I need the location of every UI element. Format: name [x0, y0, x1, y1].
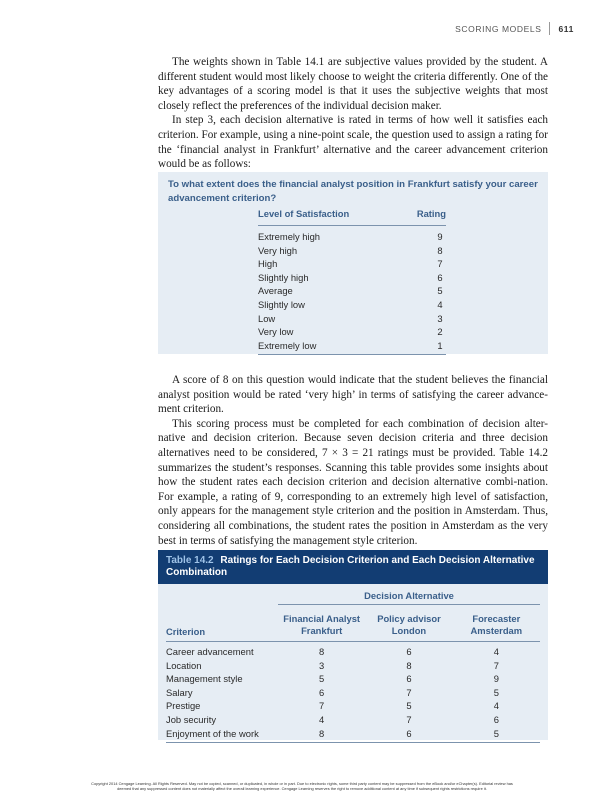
table-title-bar	[158, 550, 548, 584]
rating: 8	[437, 244, 443, 256]
body-text-top	[158, 55, 548, 172]
table-row	[166, 645, 540, 659]
rating: 4	[437, 298, 443, 310]
col-rating-header: Rating	[416, 208, 446, 219]
value-cell: 6	[406, 727, 412, 739]
question-box	[158, 172, 548, 354]
level: Very high	[258, 244, 298, 256]
level: Low	[258, 312, 276, 324]
column-header-line1: Forecaster	[472, 613, 521, 624]
paragraph: This scoring process must be completed for each combination of decision alter-native and decision criterion. Because seven decision criteria and three decision alternatives need to be considered, 7 × 3 = 21 ratings must be provided. Table 14.2 summarizes the student’s responses. Scanning this table provides some insights about how the student rates each decision criterion and decision alternative combi-nation. For example, a rating of 9, corresponding to an extremely high level of satisfaction, only appears for the management style criterion and the position in Amsterdam. Thus, considering all combinations, the student rates the position in Amsterdam as the very best in terms of satisfying the management style criterion.	[158, 417, 548, 547]
scale-row	[258, 271, 446, 285]
footer-line: Copyright 2014 Cengage Learning. All Rights Reserved. May not be copied, scanned, or duplicated, in whole or in part. Due to electronic rights, some third party content may be suppressed from the eBook and/or eChapter(s). Editorial review has	[91, 781, 513, 786]
value-cell: 5	[493, 727, 499, 739]
criterion-cell: Prestige	[166, 700, 201, 712]
column-header	[365, 613, 452, 637]
criterion-cell: Enjoyment of the work	[166, 727, 259, 739]
value-cell: 3	[319, 659, 325, 671]
value-cell: 4	[493, 700, 499, 712]
value-cell: 7	[406, 686, 412, 698]
scale-row	[258, 244, 446, 258]
value-cell: 4	[493, 646, 499, 657]
rating: 3	[437, 312, 443, 324]
scale-row	[258, 230, 446, 244]
level: Average	[258, 285, 293, 297]
running-header	[455, 22, 574, 35]
column-headers	[166, 613, 540, 642]
level: Slightly low	[258, 298, 305, 310]
value-cell: 8	[319, 646, 325, 657]
column-header-line2: Amsterdam	[470, 625, 523, 636]
scale-row	[258, 312, 446, 326]
scale-row	[258, 325, 446, 339]
value-cell: 4	[319, 713, 325, 725]
rating: 5	[437, 285, 443, 297]
table-label: Table 14.2	[166, 555, 214, 566]
criterion-cell: Location	[166, 659, 202, 671]
table-row	[166, 659, 540, 673]
table-row	[166, 727, 540, 741]
column-header	[278, 613, 365, 637]
page-number: 611	[558, 23, 574, 34]
table-row	[166, 699, 540, 713]
value-cell: 7	[406, 713, 412, 725]
level: Extremely high	[258, 231, 321, 242]
footer-line: deemed that any suppressed content does not materially affect the overall learning experience. Cengage Learning reserves the right to remove additional content at any time if subsequent rights restrictions require it.	[117, 786, 487, 791]
scale-row	[258, 257, 446, 271]
ratings-table	[166, 590, 540, 743]
value-cell: 7	[319, 700, 325, 712]
rating: 7	[437, 258, 443, 270]
level: Slightly high	[258, 271, 309, 283]
level: High	[258, 258, 278, 270]
table-row	[166, 686, 540, 700]
question-text: To what extent does the financial analyst position in Frankfurt satisfy your career advancement criterion?	[168, 179, 538, 204]
rating: 1	[437, 339, 443, 351]
table-row	[166, 672, 540, 686]
paragraph: In step 3, each decision alternative is rated in terms of how well it satisfies each criterion. For example, using a nine-point scale, the question used to assign a rating for the ‘financial analyst in Frankfurt’ alternative and the career advancement criterion would be as follows:	[158, 114, 548, 171]
level: Very low	[258, 326, 294, 338]
scale-end-rule	[258, 354, 446, 355]
column-header-line2: Frankfurt	[301, 625, 343, 636]
col-level-header: Level of Satisfaction	[258, 208, 350, 219]
criterion-cell: Job security	[166, 713, 217, 725]
column-header-line2: London	[391, 625, 427, 636]
table-row	[166, 713, 540, 727]
header-divider	[549, 22, 550, 35]
value-cell: 6	[406, 646, 412, 657]
satisfaction-scale	[258, 208, 446, 355]
rating: 6	[437, 271, 443, 283]
copyright-footer	[28, 781, 576, 791]
value-cell: 5	[406, 700, 412, 712]
value-cell: 8	[319, 727, 325, 739]
value-cell: 7	[493, 659, 499, 671]
table-title: Ratings for Each Decision Criterion and Each Decision Alternative Combination	[166, 555, 535, 578]
level: Extremely low	[258, 339, 317, 351]
criterion-header: Criterion	[166, 626, 206, 637]
column-header	[453, 613, 540, 637]
table-end-rule	[166, 742, 540, 743]
rating: 9	[437, 231, 443, 242]
group-header: Decision Alternative	[278, 590, 540, 605]
value-cell: 8	[406, 659, 412, 671]
ratings-table-box	[158, 550, 548, 740]
value-cell: 6	[406, 673, 412, 685]
value-cell: 9	[493, 673, 499, 685]
scale-row	[258, 298, 446, 312]
running-title: SCORING MODELS	[455, 23, 542, 34]
paragraph: The weights shown in Table 14.1 are subjective values provided by the student. A different student would most likely choose to weight the criteria differently. One of the key advantages of a scoring model is that it uses the subjective weights that most closely reflect the preferences of the individual decision maker.	[158, 56, 548, 112]
scale-header	[258, 208, 446, 226]
value-cell: 5	[319, 673, 325, 685]
column-header-line1: Financial Analyst	[283, 613, 361, 624]
value-cell: 6	[493, 713, 499, 725]
value-cell: 6	[319, 686, 325, 698]
scale-row	[258, 284, 446, 298]
criterion-cell: Career advancement	[166, 646, 254, 657]
paragraph: A score of 8 on this question would indicate that the student believes the financial analyst position would be rated ‘very high’ in terms of satisfying the career advance-ment criterion.	[158, 374, 548, 416]
column-header-line1: Policy advisor	[377, 613, 441, 624]
criterion-cell: Salary	[166, 686, 193, 698]
body-text-bottom	[158, 373, 548, 548]
value-cell: 5	[493, 686, 499, 698]
rating: 2	[437, 326, 443, 338]
scale-row	[258, 339, 446, 353]
criterion-cell: Management style	[166, 673, 243, 685]
